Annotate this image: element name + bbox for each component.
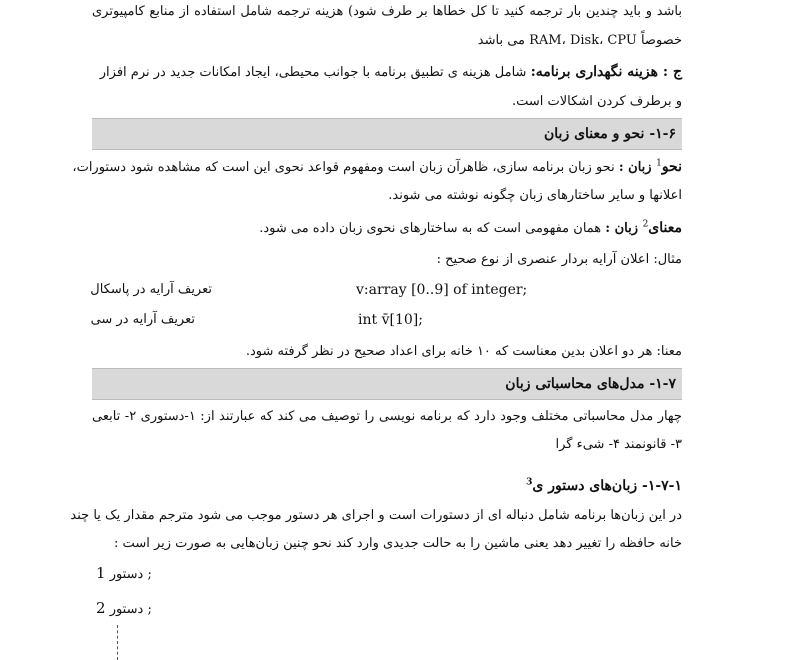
statement-line (96, 563, 152, 585)
syntax-text: نحو زبان برنامه سازی، ظاهرآن زبان است ومفهوم قواعد نحوی این است که مشاهده شود دستورات، (72, 160, 619, 175)
c-code: int v̄[10]; (358, 312, 423, 328)
paragraph-line: چهار مدل محاسباتی مختلف وجود دارد که برنامه نویسی را توصیف می کند که عبارتند از: ۱-دستوری ۲- تابعی (92, 409, 682, 424)
pascal-code: v:array [0..9] of integer; (356, 282, 528, 298)
semantics-definition (259, 218, 682, 239)
semantics-term: معنای (648, 220, 682, 236)
example-intro: مثال: اعلان آرایه بردار عنصری از نوع صحیح : (436, 252, 682, 267)
maintenance-cost-text: شامل هزینه ی تطبیق برنامه با جوانب محیطی، ایجاد امکانات جدید در نرم افزار (99, 65, 531, 80)
paragraph-line (100, 62, 682, 83)
statement-number: 1 (96, 564, 106, 582)
statement-semicolon: ; (147, 567, 152, 582)
section-heading-band (92, 118, 682, 150)
subsection-title: ۱-۷-۱- زبان‌های دستور ی$^3$ (526, 477, 682, 494)
paragraph-line: خصوصاً RAM، Disk، CPU می باشد (477, 33, 682, 48)
section-title: ۱-۷- مدل‌های محاسباتی زبان (505, 376, 676, 392)
footnote-marker: 3 (526, 477, 533, 488)
section-title: ۱-۶- نحو و معنای زبان (544, 126, 676, 142)
statement-number: 2 (96, 599, 106, 617)
example-meaning: معنا: هر دو اعلان بدین معناست که ۱۰ خانه برای اعداد صحیح در نظر گرفته شود. (245, 344, 682, 359)
statement-word: دستور (109, 567, 144, 582)
syntax-definition (72, 157, 682, 178)
paragraph-line: ۳- قانونمند ۴- شیء گرا (555, 437, 682, 452)
c-label: تعریف آرایه در سی (90, 312, 195, 327)
paragraph-line: و برطرف کردن اشکالات است. (512, 94, 682, 109)
syntax-term: نحو (661, 159, 682, 175)
statement-word: دستور (109, 602, 144, 617)
footnote-marker: 1 (656, 158, 662, 169)
paragraph-line: باشد و باید چندین بار ترجمه کنید تا کل خطاها بر طرف شود) هزینه ترجمه شامل استفاده از منابع کامپیوتری (92, 4, 682, 19)
paragraph-line: اعلانها و سایر ساختارهای زبان چگونه نوشته می شوند. (388, 188, 682, 203)
statement-semicolon: ; (147, 602, 152, 617)
statement-line (96, 598, 152, 620)
pascal-label: تعریف آرایه در پاسکال (90, 282, 212, 297)
section-heading-band (92, 368, 682, 400)
maintenance-cost-heading: ج : هزینه نگهداری برنامه: (530, 64, 682, 80)
semantics-label: زبان : (605, 221, 643, 236)
semantics-text: همان مفهومی است که به ساختارهای نحوی زبان داده می شود. (259, 221, 606, 236)
paragraph-line: در این زبان‌ها برنامه شامل دنباله ای از دستورات است و اجرای هر دستور موجب می شود مترجم مقدار یک یا چند (70, 508, 682, 523)
syntax-label: زبان : (618, 160, 657, 175)
continuation-dots (117, 625, 118, 660)
paragraph-line: خانه حافظه را تغییر دهد یعنی ماشین را به حالت جدیدی وارد کند نحو چنین زبان‌هایی به صورت زیر است : (114, 536, 682, 551)
footnote-marker: 2 (642, 219, 649, 230)
